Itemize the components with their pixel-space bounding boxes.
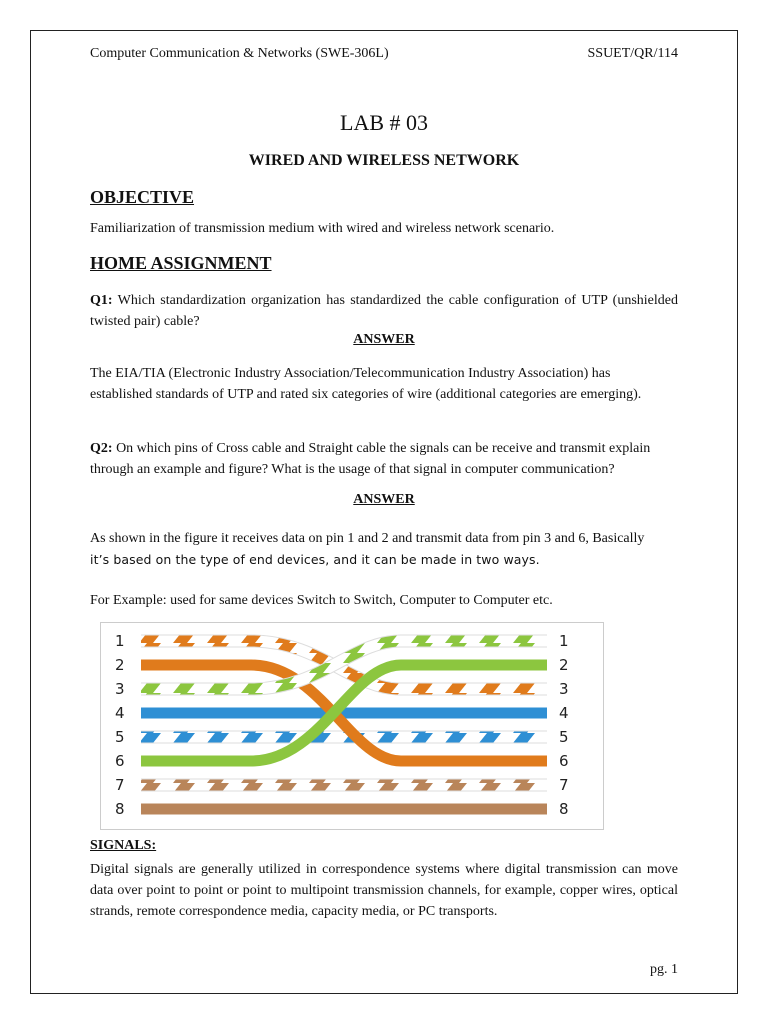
signals-text: Digital signals are generally utilized in correspondence systems where digital transmission can move data over point to point or point to multipoint transmission channels, for example, copper wires, optical strands, remote correspondence media, capacity media, or PC transports. (90, 862, 678, 919)
crossover-cable-figure (100, 622, 604, 830)
lab-title: LAB # 03 (340, 110, 428, 135)
crossover-wiring-diagram (101, 623, 603, 829)
pin-label-right: 7 (559, 776, 569, 794)
pin-label-left: 2 (115, 656, 125, 674)
home-assignment-heading: HOME ASSIGNMENT (90, 253, 272, 273)
question-1-text: Which standardization organization has standardized the cable configuration of UTP (unshielded twisted pair) cable? (90, 293, 678, 329)
pin-label-left: 4 (115, 704, 125, 722)
pin-label-right: 2 (559, 656, 569, 674)
pin-label-left: 6 (115, 752, 125, 770)
lab-subtitle: WIRED AND WIRELESS NETWORK (248, 152, 520, 169)
page-number: pg. 1 (650, 962, 678, 977)
pin-label-left: 7 (115, 776, 125, 794)
question-1 (90, 290, 678, 332)
objective-text: Familiarization of transmission medium with wired and wireless network scenario. (90, 221, 555, 236)
objective-heading: OBJECTIVE (90, 187, 195, 207)
pin-label-right: 8 (559, 800, 569, 818)
question-2-label: Q2: (90, 441, 113, 456)
question-1-label: Q1: (90, 293, 113, 308)
pin-label-right: 5 (559, 728, 569, 746)
header-code: SSUET/QR/114 (587, 46, 678, 61)
pin-label-left: 3 (115, 680, 125, 698)
pin-label-left: 1 (115, 632, 125, 650)
pin-label-left: 8 (115, 800, 125, 818)
pin-label-right: 6 (559, 752, 569, 770)
pin-label-right: 1 (559, 632, 569, 650)
answer-2-line-1: As shown in the figure it receives data on pin 1 and 2 and transmit data from pin 3 and 6, Basically (90, 531, 645, 546)
pin-label-right: 3 (559, 680, 569, 698)
pin-label-right: 4 (559, 704, 569, 722)
header-course: Computer Communication & Networks (SWE-306L) (90, 46, 389, 61)
answer-2-line-2: it’s based on the type of end devices, and it can be made in two ways. (90, 552, 540, 567)
answer-1-label: ANSWER (353, 332, 415, 347)
example-text: For Example: used for same devices Switch to Switch, Computer to Computer etc. (90, 593, 553, 608)
signals-heading: SIGNALS: (90, 838, 157, 853)
question-2 (90, 438, 678, 480)
answer-1-text: The EIA/TIA (Electronic Industry Association/Telecommunication Industry Association) has established standards of UTP and rated six categories of wire (additional categories are emerging). (90, 366, 642, 402)
pin-label-left: 5 (115, 728, 125, 746)
question-2-text: On which pins of Cross cable and Straight cable the signals can be receive and transmit explain through an example and figure? What is the usage of that signal in computer communication? (90, 441, 651, 477)
answer-2-label: ANSWER (353, 492, 415, 507)
